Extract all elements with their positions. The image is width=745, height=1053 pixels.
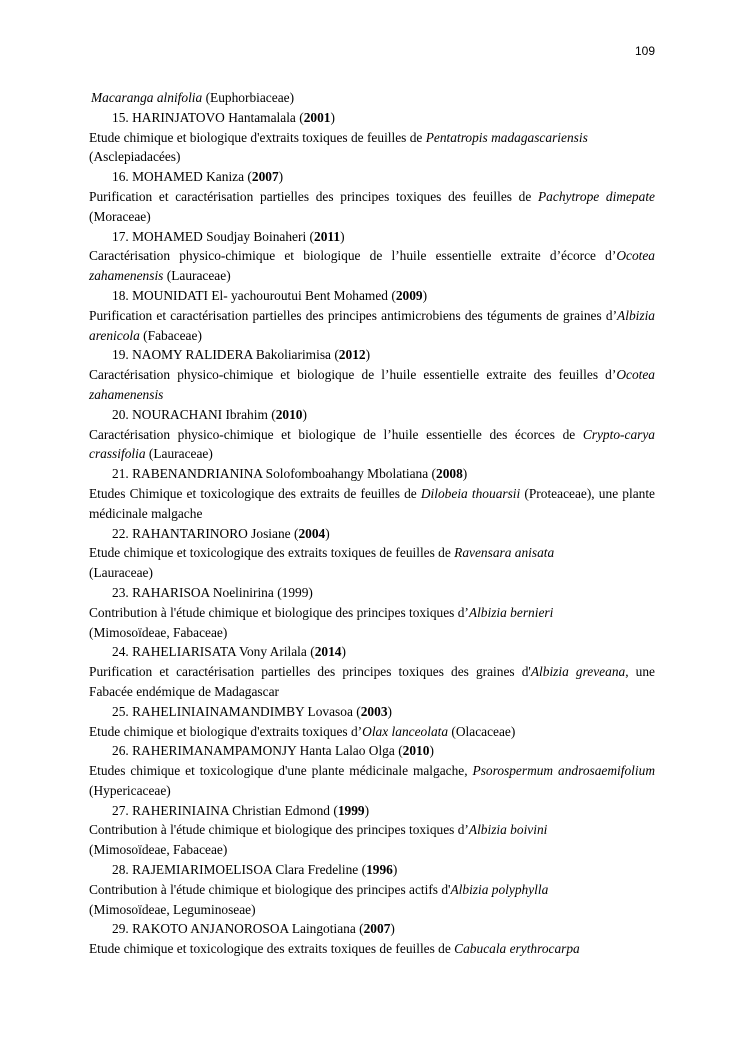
entry-heading: 24. RAHELIARISATA Vony Arilala (2014) (112, 644, 346, 660)
species-name: Dilobeia thouarsii (420, 485, 521, 501)
entry-year: 2007 (251, 169, 279, 185)
reference-list (89, 88, 655, 959)
entry-number: 24. (112, 644, 129, 660)
entry-heading: 19. NAOMY RALIDERA Bakoliarimisa (2012) (112, 347, 371, 363)
title-suffix: (Mimosoïdeae, Fabaceae) (89, 624, 228, 640)
entry-author: RAHARISOA Noelinirina (132, 584, 274, 600)
species-name: Albizia boivini (468, 822, 548, 838)
title-text: Etudes Chimique et toxicologique des extraits de feuilles de (89, 485, 421, 501)
entry-number: 18. (112, 287, 129, 303)
species-name: Ocotea zahamenensis (89, 248, 655, 284)
title-suffix: (Olacaceae) (448, 723, 516, 739)
entry-author: MOUNIDATI El- yachouroutui Bent Mohamed (132, 287, 388, 303)
entry-author: RAHELINIAINAMANDIMBY Lovasoa (132, 703, 353, 719)
entry-title (89, 880, 655, 920)
entry-heading: 26. RAHERIMANAMPAMONJY Hanta Lalao Olga (2010) (112, 743, 434, 759)
entry-title (89, 246, 655, 286)
species-name: Cabucala erythrocarpa (454, 941, 580, 957)
entry-author: NAOMY RALIDERA Bakoliarimisa (132, 347, 331, 363)
title-suffix: (Mimosoïdeae, Fabaceae) (89, 842, 228, 858)
title-suffix: (Fabaceae) (139, 327, 202, 343)
entry-year: (1999) (277, 584, 313, 600)
species-name: Albizia arenicola (89, 307, 655, 343)
entry-year: 2007 (363, 921, 391, 937)
entry-number: 22. (112, 525, 129, 541)
entry-title (89, 543, 655, 583)
species-name: Crypto-carya crassifolia (89, 426, 655, 462)
entry-heading: 25. RAHELINIAINAMANDIMBY Lovasoa (2003) (112, 703, 392, 719)
entry-title (89, 761, 655, 801)
title-text: Etudes chimique et toxicologique d'une plante médicinale malgache, (89, 763, 473, 779)
entry-author: RABENANDRIANINA Solofomboahangy Mbolatiana (132, 466, 429, 482)
title-text: Caractérisation physico-chimique et biologique de l’huile essentielle des écorces de (89, 426, 583, 442)
title-suffix: (Hypericaceae) (89, 782, 171, 798)
entry-number: 26. (112, 743, 129, 759)
entry-number: 17. (112, 228, 129, 244)
entry-author: RAHERIMANAMPAMONJY Hanta Lalao Olga (132, 743, 395, 759)
entry-title (89, 187, 655, 227)
entries (89, 108, 655, 959)
title-text: Caractérisation physico-chimique et biologique de l’huile essentielle extraite d’écorce d’ (89, 248, 617, 264)
page-number: 109 (634, 44, 655, 58)
entry-heading: 15. HARINJATOVO Hantamalala (2001) (112, 109, 335, 125)
title-text: Etude chimique et biologique d'extraits toxiques d’ (89, 723, 363, 739)
entry-title (89, 939, 655, 959)
entry-title (89, 484, 655, 524)
entry-number: 23. (112, 584, 129, 600)
entry-year: 2010 (402, 743, 430, 759)
entry-title (89, 722, 655, 742)
entry-author: MOHAMED Soudjay Boinaheri (132, 228, 307, 244)
continued-title (89, 88, 655, 108)
entry-author: RAJEMIARIMOELISOA Clara Fredeline (132, 862, 359, 878)
title-suffix: (Mimosoïdeae, Leguminoseae) (89, 901, 256, 917)
entry-number: 16. (112, 169, 129, 185)
entry-heading: 27. RAHERINIAINA Christian Edmond (1999) (112, 802, 370, 818)
entry-title (89, 820, 655, 860)
entry-heading: 16. MOHAMED Kaniza (2007) (112, 169, 284, 185)
entry-number: 25. (112, 703, 129, 719)
entry-heading: 17. MOHAMED Soudjay Boinaheri (2011) (112, 228, 345, 244)
entry-year: 2010 (275, 406, 303, 422)
entry-title (89, 425, 655, 465)
title-suffix: (Asclepiadacées) (89, 149, 181, 165)
title-text: Caractérisation physico-chimique et biologique de l’huile essentielle extraite des feuilles d’ (89, 367, 617, 383)
entry-author: RAHANTARINORO Josiane (132, 525, 291, 541)
species-name: Olax lanceolata (362, 723, 449, 739)
title-suffix: (Moraceae) (89, 208, 151, 224)
title-text: Etude chimique et toxicologique des extraits toxiques de feuilles de (89, 545, 455, 561)
entry-number: 19. (112, 347, 129, 363)
entry-author: RAHERINIAINA Christian Edmond (132, 802, 330, 818)
entry-heading: 21. RABENANDRIANINA Solofomboahangy Mbolatiana (2008) (112, 466, 468, 482)
species-name: Psorospermum androsaemifolium (472, 763, 655, 779)
species-name: Pentatropis madagascariensis (425, 129, 588, 145)
title-suffix: (Lauraceae) (163, 268, 231, 284)
species-name: Albizia greveana (530, 664, 626, 680)
entry-number: 15. (112, 109, 129, 125)
entry-number: 20. (112, 406, 129, 422)
entry-number: 21. (112, 466, 129, 482)
title-text: Contribution à l'étude chimique et biologique des principes actifs d' (89, 881, 451, 897)
entry-number: 28. (112, 862, 129, 878)
entry-heading (89, 583, 655, 603)
entry-year: 2001 (303, 109, 331, 125)
title-text: Purification et caractérisation partielles des principes antimicrobiens des téguments de graines d’ (89, 307, 618, 323)
species-name: Macaranga alnifolia (91, 90, 203, 105)
title-text: Etude chimique et toxicologique des extraits toxiques de feuilles de (89, 941, 455, 957)
entry-year: 2004 (298, 525, 326, 541)
entry-author: RAHELIARISATA Vony Arilala (132, 644, 307, 660)
entry-title (89, 306, 655, 346)
entry-author: MOHAMED Kaniza (132, 169, 245, 185)
title-suffix: (Lauraceae) (89, 565, 153, 581)
title-text: Purification et caractérisation partielles des principes toxiques des graines d' (89, 664, 531, 680)
entry-year: 2008 (436, 466, 463, 482)
entry-year: 2014 (314, 644, 342, 660)
entry-year: 1999 (337, 802, 365, 818)
entry-number: 29. (112, 921, 129, 937)
family-name: (Euphorbiaceae) (202, 90, 295, 105)
species-name: Albizia bernieri (468, 604, 554, 620)
entry-year: 2011 (314, 228, 341, 244)
title-text: Purification et caractérisation partielles des principes toxiques des feuilles de (89, 188, 538, 204)
entry-heading: 18. MOUNIDATI El- yachouroutui Bent Mohamed (2009) (112, 287, 428, 303)
species-name: Pachytrope dimepate (538, 188, 655, 204)
species-name: Ocotea zahamenensis (89, 367, 655, 402)
entry-author: HARINJATOVO Hantamalala (132, 109, 296, 125)
entry-title (89, 603, 655, 643)
title-suffix: (Lauraceae) (145, 446, 213, 462)
entry-author: RAKOTO ANJANOROSOA Laingotiana (132, 921, 356, 937)
entry-heading: 28. RAJEMIARIMOELISOA Clara Fredeline (1996) (112, 862, 398, 878)
entry-year: 2003 (360, 703, 388, 719)
title-suffix: (Proteaceae), une plante médicinale malgache (89, 485, 655, 521)
entry-heading: 20. NOURACHANI Ibrahim (2010) (112, 406, 307, 422)
title-text: Contribution à l'étude chimique et biologique des principes toxiques d’ (89, 822, 469, 838)
entry-title (89, 662, 655, 702)
entry-author: NOURACHANI Ibrahim (132, 406, 268, 422)
entry-year: 2012 (338, 347, 366, 363)
title-text: Etude chimique et biologique d'extraits toxiques de feuilles de (89, 129, 426, 145)
entry-year: 1996 (366, 862, 393, 878)
species-name: Albizia polyphylla (450, 881, 549, 897)
title-text: Contribution à l'étude chimique et biologique des principes toxiques d’ (89, 604, 469, 620)
title-suffix: , une Fabacée endémique de Madagascar (89, 664, 655, 699)
entry-heading: 22. RAHANTARINORO Josiane (2004) (112, 525, 330, 541)
entry-title (89, 128, 655, 168)
species-name: Ravensara anisata (454, 545, 555, 561)
entry-heading: 29. RAKOTO ANJANOROSOA Laingotiana (2007) (112, 921, 395, 937)
entry-number: 27. (112, 802, 129, 818)
entry-year: 2009 (395, 287, 423, 303)
entry-title (89, 365, 655, 405)
